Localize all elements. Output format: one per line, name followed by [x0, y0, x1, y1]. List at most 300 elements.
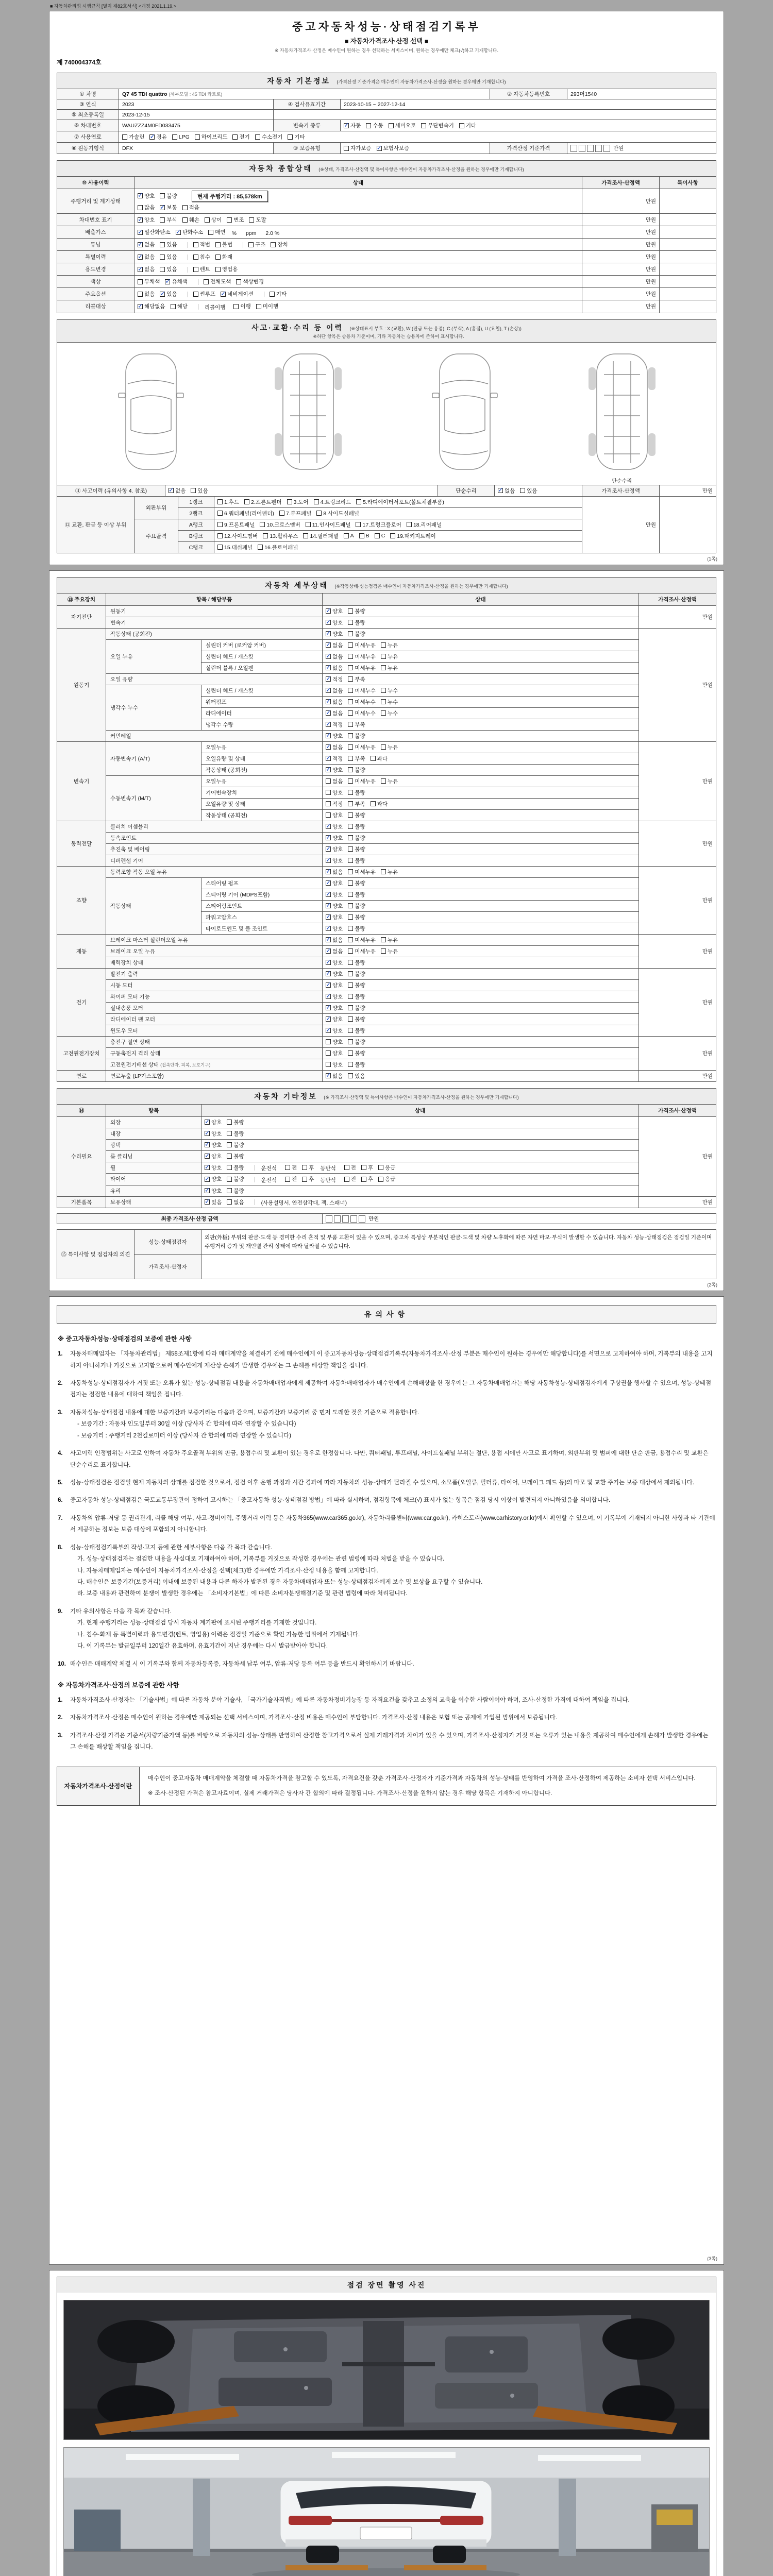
checkbox-option: 부족 [348, 675, 365, 683]
opinion-appraiser-text [201, 1255, 716, 1279]
device-group-label: 원동기 [57, 628, 106, 741]
checkbox-option: 불량 [227, 1130, 244, 1138]
detail-row [57, 1047, 716, 1059]
diagram-caption [270, 477, 347, 484]
row-price: 만원 [639, 1196, 716, 1208]
row-status [135, 263, 582, 276]
row-price: 만원 [582, 263, 660, 276]
checkbox-icon [285, 1177, 290, 1182]
row-status [201, 1162, 639, 1174]
row-status [323, 900, 639, 911]
checkbox-option: 부식 [160, 216, 177, 224]
part-label: 워터펌프 [201, 696, 323, 707]
etc-group-label: 기본품목 [57, 1196, 106, 1208]
checkbox-option: ✓ 양호 [326, 981, 343, 989]
checkbox-icon [348, 642, 353, 648]
part-label: 스티어링조인트 [201, 900, 323, 911]
checkbox-icon [348, 1050, 353, 1056]
checkbox-icon [348, 869, 353, 874]
checkbox-option: 침수 [193, 253, 210, 261]
row-label: 리콜대상 [57, 300, 135, 313]
row-price: 만원 [582, 226, 660, 239]
row-status [323, 696, 639, 707]
checkbox-option: 18.리어패널 [407, 521, 442, 529]
inline-text: 운전석 [261, 1177, 277, 1183]
checkbox-icon [326, 926, 331, 931]
checkbox-icon [348, 914, 353, 920]
detail-row [57, 639, 716, 651]
checkbox-icon [215, 255, 221, 260]
notice-subitem: 나. 자동차매매업자는 매수인이 자동차가격조사·산정을 선택(체크)한 경우에만 가격조사·산정 내용을 함께 고지합니다. [77, 1567, 378, 1574]
checkbox-option: 19.패키지트레이 [390, 532, 435, 540]
checkbox-option: 이행 [233, 302, 250, 310]
checkbox-icon [326, 812, 331, 818]
checkbox-icon [344, 1165, 349, 1170]
inspection-photo-rear [63, 2447, 710, 2576]
inline-text: 운전석 [261, 1165, 277, 1172]
checkbox-icon [421, 123, 426, 128]
checkbox-option: 후 [361, 1164, 373, 1172]
checkbox-option: 없음 [227, 1198, 244, 1206]
checkbox-option: 부족 [348, 755, 365, 762]
notes-section-heading: ※ 자동차가격조사·산정의 보증에 관한 사항 [58, 1681, 179, 1689]
document-header [57, 18, 716, 66]
checkbox-option: 있음 [160, 253, 177, 261]
checkbox-option: 불량 [348, 1038, 365, 1046]
checkbox-icon [520, 488, 525, 493]
item-label: 고전원전기배선 상태 (접속단자, 피복, 보호기구) [106, 1059, 323, 1070]
checkbox-icon [326, 1028, 331, 1033]
section-photos-header [57, 2277, 716, 2293]
checkbox-option: 기타 [288, 133, 305, 141]
checkbox-option: 수동 [366, 122, 383, 129]
checkbox-icon [366, 123, 371, 128]
row-status [323, 889, 639, 900]
checkbox-icon [316, 511, 322, 516]
checkbox-icon [217, 511, 223, 516]
checkbox-icon [227, 1120, 232, 1125]
item-label: 구동축전지 격리 상태 [106, 1047, 323, 1059]
checkbox-icon [191, 488, 196, 493]
row-label: 특별이력 [57, 251, 135, 263]
etc-row [57, 1116, 716, 1128]
checkbox-option: ✓ 양호 [326, 902, 343, 910]
row-status [323, 1013, 639, 1025]
checkbox-option: 전 [285, 1175, 297, 1183]
checkbox-option: 불량 [227, 1153, 244, 1160]
checkbox-option: 누유 [381, 664, 398, 672]
row-status [323, 821, 639, 832]
checkbox-icon [381, 688, 386, 693]
checkbox-icon [221, 292, 226, 297]
checkbox-option: ✓ 양호 [326, 845, 343, 853]
opinion-label: ⑮ 특이사항 및 점검자의 의견 [57, 1230, 135, 1279]
section-basic-note: (가격산정 기준가격은 매수인이 자동차가격조사·산정을 원하는 경우에만 기재합니다) [337, 79, 506, 84]
checkbox-icon [359, 533, 364, 538]
checkbox-icon [326, 914, 331, 920]
checkbox-option: ✓ 없음 [326, 664, 343, 672]
checkbox-option: 적법 [193, 241, 210, 248]
item-label: 실내송풍 모터 [106, 1002, 323, 1013]
checkbox-option: ✓ 양호 [326, 823, 343, 831]
row-status [323, 923, 639, 934]
row-price: 만원 [639, 866, 716, 934]
item-label: 원동기 [106, 605, 323, 617]
row-status [323, 979, 639, 991]
checkbox-option: 누유 [381, 653, 398, 660]
checkbox-icon [375, 533, 380, 538]
checkbox-icon [193, 292, 198, 297]
doc-subtitle: ■ 자동차가격조사·산정 선택 ■ [344, 38, 429, 45]
checkbox-option: ✓ 있음 [205, 1198, 222, 1206]
item-label: 충전구 절연 상태 [106, 1036, 323, 1047]
checkbox-option: 불량 [348, 959, 365, 967]
detail-row [57, 775, 716, 787]
checkbox-option: 16.플로어패널 [258, 544, 298, 551]
checkbox-icon [138, 205, 143, 210]
checkbox-option: 장치 [271, 241, 288, 248]
checkbox-option: ✓ 양호 [326, 925, 343, 933]
checkbox-option: 상이 [205, 216, 222, 224]
row-label: 배출가스 [57, 226, 135, 239]
checkbox-option: ✓ 양호 [138, 216, 155, 224]
part-label: 냉각수 수량 [201, 719, 323, 730]
row-status [323, 707, 639, 719]
checkbox-option: 미세누유 [348, 664, 376, 672]
checkbox-icon [356, 499, 361, 504]
checkbox-option: LPG [172, 134, 190, 140]
inspection-photo-underbody [63, 2300, 710, 2440]
checkbox-option: ✓ 보험사보증 [377, 144, 410, 152]
row-status [323, 685, 639, 696]
checkbox-option: 후 [302, 1164, 314, 1172]
overall-row [57, 276, 716, 288]
checkbox-option: 없음 [138, 290, 155, 298]
section-etc-header [57, 1088, 716, 1104]
checkbox-icon [377, 146, 382, 151]
page-1 [49, 11, 724, 565]
checkbox-option: 4.트렁크리드 [314, 498, 351, 506]
item-label: 시동 모터 [106, 979, 323, 991]
detail-row [57, 866, 716, 877]
checkbox-option: 불량 [348, 1015, 365, 1023]
item-label: 클러치 어셈블리 [106, 821, 323, 832]
detail-row [57, 945, 716, 957]
checkbox-icon [326, 937, 331, 942]
checkbox-option: ✓ 없음 [326, 641, 343, 649]
checkbox-option: A [344, 533, 354, 539]
checkbox-icon [348, 710, 353, 716]
part-label: 라디에이터 [201, 707, 323, 719]
row-remark [660, 263, 716, 276]
checkbox-icon [326, 948, 331, 954]
section-overall-note: (※상태, 가격조사·산정액 및 특이사항은 매수인이 자동차가격조사·산정을 원하는 경우에만 기재합니다) [318, 167, 524, 172]
checkbox-option: B [359, 533, 369, 539]
checkbox-icon [348, 971, 353, 976]
checkbox-option: 불량 [348, 619, 365, 626]
etc-info-table: ⑭ 항목 상태 가격조사·산정액 수리필요 외장 ✓ 양호 불량 만원 내장 ✓ 양호 불량 광택 ✓ 양호 불량 룸 클리닝 ✓ 양호 불량 휠 ✓ 양호 불량 운전석 전 후 동반석 전 후 응급 타이어 ✓ 양호 불량 운전석 전 후 동반석 전 후 응급 유리 ✓ 양호 불량 기본품목 보유상태 ✓ 있음 없음 (사용설명서, 안전삼각대, 잭, 스패너) 만원 [57, 1104, 716, 1209]
checkbox-option: 불량 [227, 1164, 244, 1172]
checkbox-icon [215, 242, 221, 247]
checkbox-option: 영업용 [215, 265, 238, 273]
row-price: 만원 [639, 741, 716, 821]
inline-text: 2.0 % [265, 230, 280, 236]
item-label: 브레이크 마스터 실린더오일 누유 [106, 934, 323, 945]
checkbox-icon [149, 134, 155, 140]
checkbox-icon [193, 255, 198, 260]
item-label: 룸 클리닝 [106, 1150, 201, 1162]
checkbox-option: ✓ 양호 [326, 1004, 343, 1012]
notice-item: 3. 가격조사·산정 가격은 기준서(차량기준가액 등)를 바탕으로 자동차의 성능·상태를 반영하여 산정한 참고가격으로서 실제 거래가격과 차이가 있을 수 있으며, 가격조사·산정자가 거짓 또는 오류가 있는 내용을 제공하여 매수인에게 손해가 발생한 경우에는 그 손해를 배상할 책임을 집니다. [58, 1732, 709, 1751]
checkbox-icon [303, 533, 308, 538]
exchange-rank-row [57, 496, 716, 507]
checkbox-icon [378, 1177, 383, 1182]
basic-info-table [57, 89, 716, 154]
part-label: 스티어링 기어 (MDPS포함) [201, 889, 323, 900]
checkbox-icon [326, 994, 331, 999]
checkbox-icon [122, 134, 127, 140]
checkbox-icon [326, 654, 331, 659]
checkbox-icon [326, 1062, 331, 1067]
row-status [323, 617, 639, 628]
checkbox-option: ✓ 유채색 [165, 278, 187, 285]
rank-label: 2랭크 [178, 507, 214, 519]
row-status [323, 934, 639, 945]
detail-row [57, 617, 716, 628]
checkbox-icon [314, 499, 319, 504]
checkbox-option: ✓ 양호 [326, 732, 343, 740]
checkbox-icon [204, 279, 209, 284]
opinion-appraiser-label: 가격조사·산정자 [135, 1255, 201, 1279]
checkbox-option: ✓ 일산화탄소 [138, 228, 171, 236]
rank-label: 1랭크 [178, 496, 214, 507]
checkbox-icon [326, 858, 331, 863]
checkbox-icon [348, 778, 353, 784]
checkbox-option: 미세누유 [348, 947, 376, 955]
checkbox-icon [193, 242, 198, 247]
exchange-panel-table [57, 496, 716, 553]
checkbox-icon [361, 1177, 366, 1182]
row-status [323, 719, 639, 730]
device-group-label: 조향 [57, 866, 106, 934]
item-label: 윈도우 모터 [106, 1025, 323, 1036]
checkbox-icon [326, 846, 331, 852]
section-basic-header [57, 73, 716, 89]
checkbox-option: 12.사이드멤버 [217, 532, 258, 540]
checkbox-icon [172, 134, 177, 140]
item-label: 발전기 출력 [106, 968, 323, 979]
row-status [323, 877, 639, 889]
detail-row [57, 1013, 716, 1025]
checkbox-icon [344, 123, 349, 128]
notes-section-heading: ※ 중고자동차성능·상태점검의 보증에 관한 사항 [58, 1335, 192, 1343]
checkbox-option: 13.휠하우스 [263, 532, 298, 540]
checkbox-icon [227, 1142, 232, 1147]
row-status [323, 741, 639, 753]
checkbox-icon [348, 1062, 353, 1067]
checkbox-option: ✓ 양호 [326, 970, 343, 978]
section-detail-note: (※작동상태·성능점검은 매수인이 자동차가격조사·산정을 원하는 경우에만 기재합니다) [334, 583, 508, 589]
section-etc-note: (※ 가격조사·산정액 및 특이사항은 매수인이 자동차가격조사·산정을 원하는 경우에만 기재합니다) [324, 1094, 519, 1100]
item-label: 디퍼렌셜 기어 [106, 855, 323, 866]
row-status [323, 798, 639, 809]
item-label: 냉각수 누수 [106, 685, 201, 730]
checkbox-option: 기타 [459, 122, 476, 129]
checkbox-option: ✓ 양호 [205, 1187, 222, 1195]
checkbox-icon [348, 926, 353, 931]
checkbox-icon [182, 205, 188, 210]
checkbox-icon [407, 522, 412, 527]
row-remark [660, 276, 716, 288]
checkbox-option: 양호 [326, 1061, 343, 1069]
checkbox-option: ✓ 양호 [205, 1175, 222, 1183]
checkbox-icon [348, 744, 353, 750]
part-label: 실린더 헤드 / 개스킷 [201, 651, 323, 662]
row-status [135, 189, 582, 214]
etc-row [57, 1139, 716, 1150]
overall-row [57, 300, 716, 313]
opinion-inspector-label: 성능·상태점검자 [135, 1230, 201, 1255]
row-price: 만원 [639, 628, 716, 741]
checkbox-option: ✓ 보통 [160, 204, 177, 211]
checkbox-option: ✓ 없음 [326, 653, 343, 660]
item-label: 등속조인트 [106, 832, 323, 843]
checkbox-option: ✓ 양호 [326, 834, 343, 842]
row-status [323, 787, 639, 798]
checkbox-option: ✓ 경유 [149, 133, 166, 141]
checkbox-option: 색상변경 [236, 278, 264, 285]
checkbox-option: ✓ 양호 [205, 1141, 222, 1149]
checkbox-option: 자가보증 [344, 144, 372, 152]
checkbox-icon [171, 304, 176, 309]
item-label: 내장 [106, 1128, 201, 1139]
checkbox-icon [205, 1154, 210, 1159]
row-price: 만원 [582, 276, 660, 288]
checkbox-option: 썬루프 [193, 290, 215, 298]
row-status [201, 1139, 639, 1150]
checkbox-option: 과다 [371, 755, 388, 762]
checkbox-icon [160, 267, 165, 272]
opinion-table [57, 1229, 716, 1279]
row-status [323, 628, 639, 639]
row-status [201, 1116, 639, 1128]
panel-group-label: 외판부위 [135, 496, 178, 519]
row-price: 만원 [582, 288, 660, 300]
row-status [201, 1196, 639, 1208]
checkbox-icon [138, 255, 143, 260]
accident-history-table [57, 485, 716, 497]
checkbox-icon [138, 193, 143, 198]
checkbox-icon [244, 499, 249, 504]
notice-item: 10. 매수인은 매매계약 체결 시 이 기록부와 함께 자동차등록증, 자동차세 납부 여부, 압류·저당 등록 여부 등을 반드시 확인하시기 바랍니다. [58, 1660, 414, 1667]
checkbox-icon [348, 892, 353, 897]
checkbox-icon [326, 1039, 331, 1044]
checkbox-option: 양호 [326, 811, 343, 819]
checkbox-icon [138, 267, 143, 272]
checkbox-icon [160, 255, 165, 260]
mileage-callout: 현재 주행거리 : 85,578km [192, 191, 268, 202]
panel-group-label: 주요골격 [135, 519, 178, 553]
row-price: 만원 [639, 968, 716, 1036]
detail-row [57, 877, 716, 889]
inline-text: 동반석 [320, 1177, 336, 1183]
basic-row: ① 차명 Q7 45 TDI quattro (세부모델 : 45 TDI 콰트로) ② 자동차등록번호 293머1540 [57, 89, 716, 99]
checkbox-icon [138, 304, 143, 309]
basic-row: ⑤ 최초등록일 2023-12-15 [57, 110, 716, 120]
checkbox-icon [371, 801, 376, 806]
final-price-value [323, 1214, 716, 1224]
checkbox-icon [236, 279, 241, 284]
checkbox-icon [378, 1165, 383, 1170]
final-price-label: 최종 가격조사·산정 금액 [57, 1214, 323, 1224]
checkbox-icon [227, 1188, 232, 1193]
device-group-label: 전기 [57, 968, 106, 1036]
checkbox-icon [348, 676, 353, 682]
checkbox-icon [326, 676, 331, 682]
checkbox-icon [233, 304, 239, 309]
checkbox-icon [138, 242, 143, 247]
checkbox-icon [232, 134, 238, 140]
checkbox-icon [326, 903, 331, 908]
checkbox-option: ✓ 양호 [326, 630, 343, 638]
checkbox-option: 17.트렁크플로어 [356, 521, 401, 529]
row-status [135, 226, 582, 239]
checkbox-icon [326, 688, 331, 693]
detail-row [57, 934, 716, 945]
row-price: 만원 [582, 189, 660, 214]
detail-row [57, 730, 716, 741]
checkbox-icon [263, 533, 268, 538]
checkbox-option: 가솔린 [122, 133, 144, 141]
row-price: 만원 [582, 496, 660, 553]
checkbox-option: 구조 [248, 241, 265, 248]
section-detail-title: 자동차 세부상태 [265, 581, 328, 589]
row-status [323, 832, 639, 843]
row-status [323, 1070, 639, 1081]
row-price: 만원 [639, 821, 716, 866]
row-status [323, 991, 639, 1002]
checkbox-icon [348, 1005, 353, 1010]
row-status [323, 605, 639, 617]
final-price-unit: 만원 [368, 1216, 379, 1222]
item-label: 수동변속기 (M/T) [106, 775, 201, 821]
checkbox-icon [205, 1188, 210, 1193]
row-status [135, 300, 582, 313]
checkbox-icon [390, 533, 395, 538]
checkbox-option: 누유 [381, 743, 398, 751]
checkbox-icon [160, 193, 165, 198]
row-remark [660, 300, 716, 313]
page-mark: (2쪽) [707, 1282, 717, 1288]
doc-number: 제 740004374호 [57, 59, 102, 66]
part-label: 오일유량 및 상태 [201, 798, 323, 809]
notice-subitem: - 보증기간 : 자동차 인도일부터 30일 이상 (당사자 간 합의에 따라 연장할 수 있습니다) [77, 1421, 296, 1428]
checkbox-icon [348, 835, 353, 840]
item-label: 작동상태 (공회전) [106, 628, 323, 639]
checkbox-icon [227, 1177, 232, 1182]
overall-row [57, 288, 716, 300]
car-underbody-view-icon [583, 350, 661, 473]
checkbox-icon [348, 824, 353, 829]
checkbox-option: 과다 [371, 800, 388, 808]
checkbox-icon [258, 545, 263, 550]
checkbox-icon [348, 767, 353, 772]
row-status [135, 251, 582, 263]
checkbox-icon [348, 654, 353, 659]
checkbox-icon [205, 1120, 210, 1125]
checkbox-icon [348, 733, 353, 738]
car-diagram [270, 350, 347, 484]
